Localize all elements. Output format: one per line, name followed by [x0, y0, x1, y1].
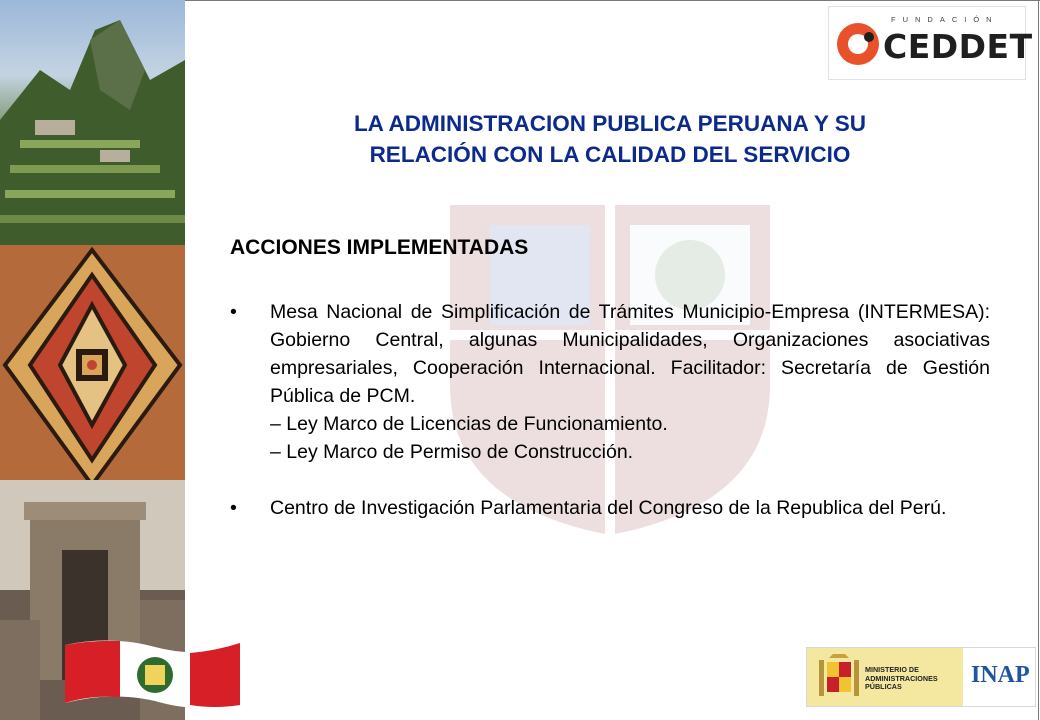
- bullet-text: Centro de Investigación Parlamentaria del Congreso de la Republica del Perú.: [270, 497, 947, 519]
- inap-label: INAP: [971, 662, 1030, 688]
- machu-picchu-image: [0, 0, 185, 250]
- ceddet-sub-label: FUNDACIÓN: [891, 15, 999, 24]
- slide-title: [260, 108, 960, 170]
- bullet-dot: •: [230, 301, 237, 323]
- ministerio-inap-logo: [806, 647, 1036, 707]
- mochica-mosaic-image: [0, 245, 185, 490]
- right-border: [1038, 0, 1039, 720]
- ceddet-logo: [828, 6, 1033, 80]
- left-image-strip: [0, 0, 185, 720]
- bullet-item-1: [230, 298, 990, 466]
- inap-logo: [965, 648, 1035, 706]
- sub-item-1: – Ley Marco de Licencias de Funcionamiento.: [270, 413, 668, 435]
- ceddet-wordmark: CEDDET: [883, 27, 1033, 66]
- spanish-coat-of-arms-icon: [817, 654, 861, 700]
- bullet-dot: •: [230, 497, 237, 519]
- ministerio-logo: [807, 648, 963, 706]
- sub-item-2: – Ley Marco de Permiso de Construcción.: [270, 441, 634, 463]
- bullet-item-2: [230, 494, 990, 522]
- title-line-2: RELACIÓN CON LA CALIDAD DEL SERVICIO: [369, 142, 851, 167]
- section-heading: ACCIONES IMPLEMENTADAS: [230, 236, 529, 259]
- ceddet-mark-icon: [835, 21, 881, 67]
- top-border: [185, 0, 1040, 1]
- peru-flag-image: [65, 635, 240, 710]
- bullet-list: [230, 298, 990, 522]
- ministerio-label: MINISTERIO DE ADMINISTRACIONES PÚBLICAS: [865, 665, 938, 691]
- title-line-1: LA ADMINISTRACION PUBLICA PERUANA Y SU: [353, 111, 867, 136]
- bullet-text: Mesa Nacional de Simplificación de Trámites Municipio-Empresa (INTERMESA): Gobierno Central, algunas Municipalidades, Organizaciones asociativas empresariales, Cooperación Internacional. Facilitador: Secretaría de Gestión Pública de PCM.: [270, 301, 990, 407]
